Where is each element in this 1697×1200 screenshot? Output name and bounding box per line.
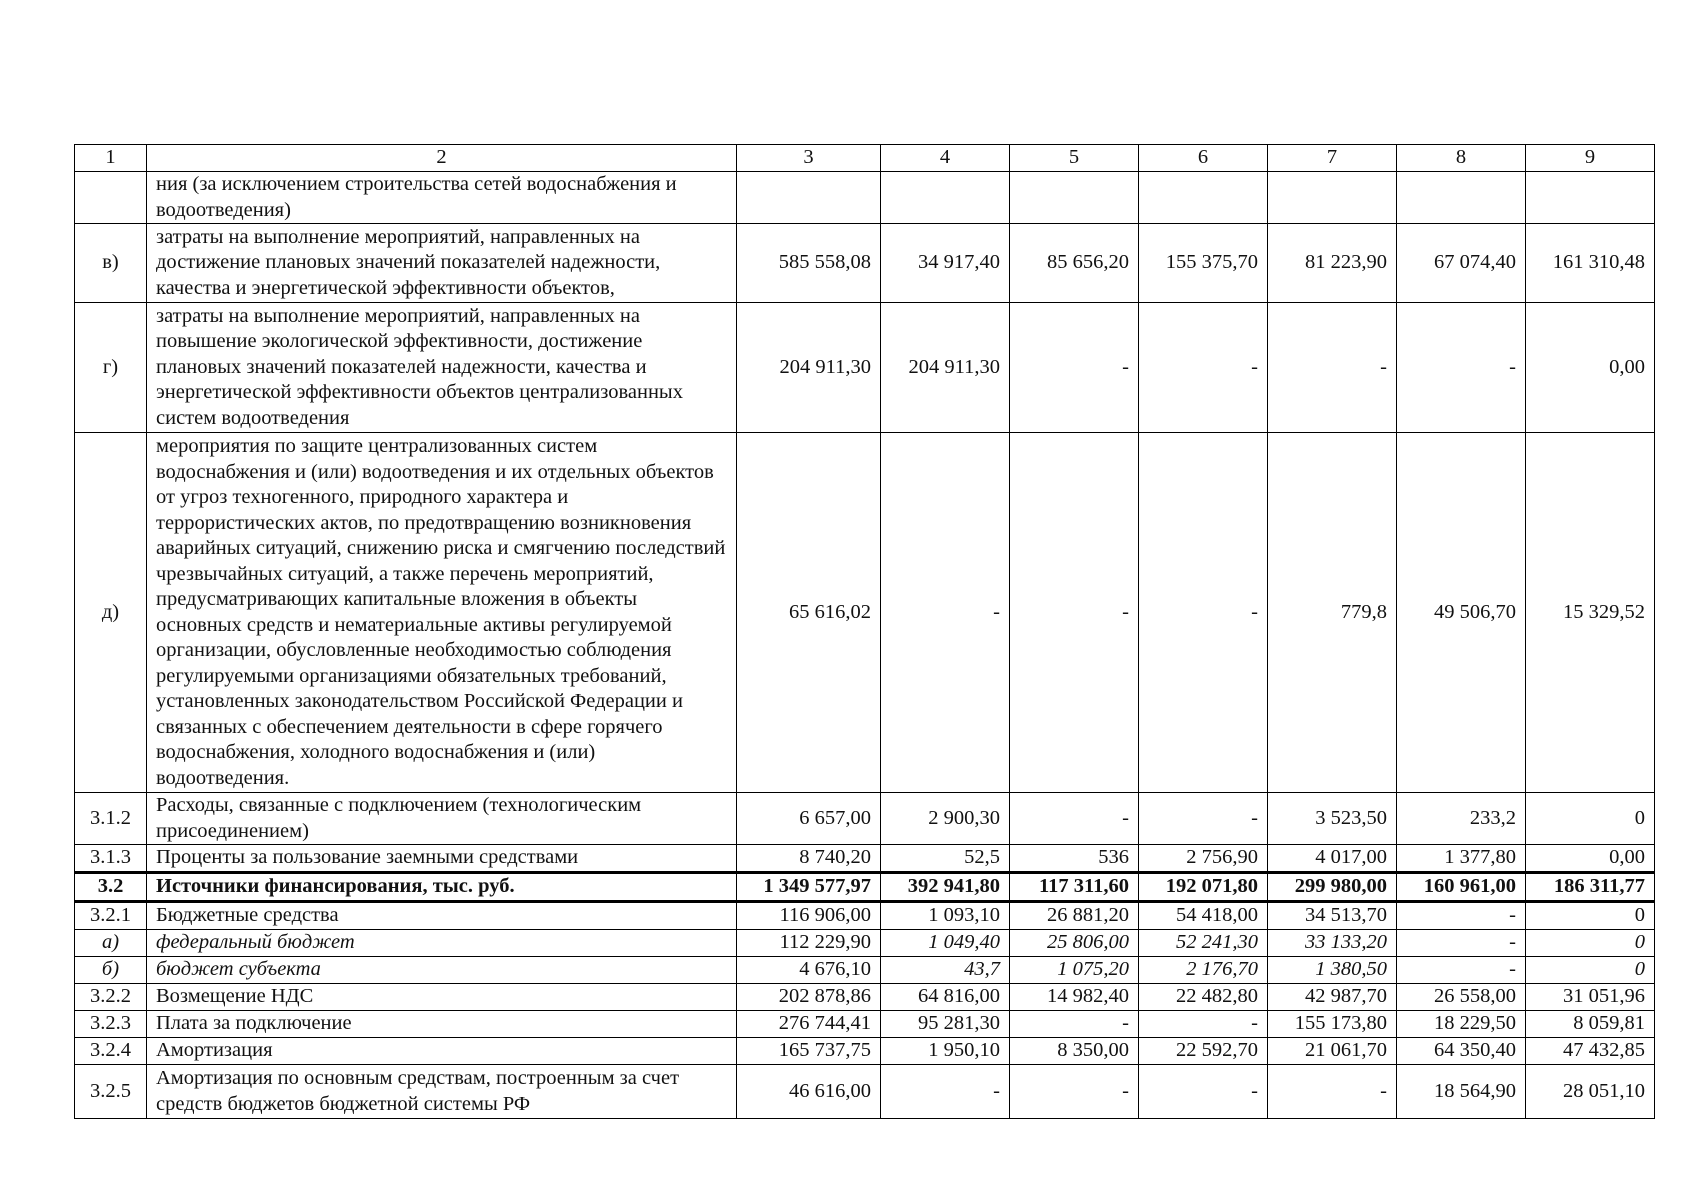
column-header: 7 <box>1268 145 1397 172</box>
value-cell: 4 017,00 <box>1268 845 1397 873</box>
value-cell: - <box>1397 930 1526 957</box>
value-cell: 95 281,30 <box>881 1011 1010 1038</box>
value-cell: - <box>1268 1065 1397 1119</box>
value-cell: - <box>1139 793 1268 845</box>
row-description: Источники финансирования, тыс. руб. <box>147 873 737 902</box>
value-cell: 1 380,50 <box>1268 957 1397 984</box>
value-cell: 276 744,41 <box>737 1011 881 1038</box>
row-number: а) <box>75 930 147 957</box>
value-cell: 1 377,80 <box>1397 845 1526 873</box>
value-cell: - <box>1397 957 1526 984</box>
value-cell: - <box>1139 433 1268 793</box>
value-cell: 1 049,40 <box>881 930 1010 957</box>
value-cell: 202 878,86 <box>737 984 881 1011</box>
value-cell: 46 616,00 <box>737 1065 881 1119</box>
row-number: 3.1.3 <box>75 845 147 873</box>
table-row <box>75 1011 1655 1038</box>
value-cell: 26 881,20 <box>1010 902 1139 930</box>
value-cell: 64 816,00 <box>881 984 1010 1011</box>
value-cell: 2 756,90 <box>1139 845 1268 873</box>
financing-table <box>74 144 1655 1119</box>
value-cell: 21 061,70 <box>1268 1038 1397 1065</box>
row-description: Расходы, связанные с подключением (технологическим присоединением) <box>147 793 737 845</box>
value-cell: 116 906,00 <box>737 902 881 930</box>
table-row <box>75 303 1655 433</box>
value-cell: 15 329,52 <box>1526 433 1655 793</box>
value-cell: 2 176,70 <box>1139 957 1268 984</box>
value-cell: 299 980,00 <box>1268 873 1397 902</box>
row-description: мероприятия по защите централизованных систем водоснабжения и (или) водоотведения и их отдельных объектов от угроз техногенного, природного характера и террористических актов, по предотвращению возникновения аварийных ситуаций, снижению риска и смягчению последствий чрезвычайных ситуаций, а также перечень мероприятий, предусматривающих капитальные вложения в объекты основных средств и нематериальные активы регулируемой организации, обусловленные необходимостью соблюдения регулируемыми организациями обязательных требований, установленных законодательством Российской Федерации и связанных с обеспечением деятельности в сфере горячего водоснабжения, холодного водоснабжения и (или) водоотведения. <box>147 433 737 793</box>
value-cell <box>1139 172 1268 224</box>
value-cell: 1 075,20 <box>1010 957 1139 984</box>
row-number: д) <box>75 433 147 793</box>
value-cell: 65 616,02 <box>737 433 881 793</box>
table-row <box>75 1065 1655 1119</box>
value-cell <box>1397 172 1526 224</box>
value-cell: 67 074,40 <box>1397 224 1526 303</box>
row-description: Плата за подключение <box>147 1011 737 1038</box>
value-cell: 0 <box>1526 957 1655 984</box>
value-cell: 117 311,60 <box>1010 873 1139 902</box>
value-cell: - <box>881 433 1010 793</box>
column-header: 9 <box>1526 145 1655 172</box>
value-cell: 31 051,96 <box>1526 984 1655 1011</box>
value-cell: 22 592,70 <box>1139 1038 1268 1065</box>
row-number: г) <box>75 303 147 433</box>
value-cell: 536 <box>1010 845 1139 873</box>
table-row <box>75 845 1655 873</box>
document-page <box>74 144 1654 1119</box>
value-cell: 204 911,30 <box>737 303 881 433</box>
value-cell: 18 564,90 <box>1397 1065 1526 1119</box>
value-cell: - <box>1139 1011 1268 1038</box>
row-description: Возмещение НДС <box>147 984 737 1011</box>
value-cell: 81 223,90 <box>1268 224 1397 303</box>
value-cell: - <box>1139 1065 1268 1119</box>
value-cell: 26 558,00 <box>1397 984 1526 1011</box>
value-cell: - <box>1397 303 1526 433</box>
column-header: 2 <box>147 145 737 172</box>
table-row <box>75 793 1655 845</box>
value-cell: - <box>1010 433 1139 793</box>
value-cell: 14 982,40 <box>1010 984 1139 1011</box>
value-cell: 192 071,80 <box>1139 873 1268 902</box>
value-cell: 54 418,00 <box>1139 902 1268 930</box>
row-description: Амортизация <box>147 1038 737 1065</box>
column-header: 6 <box>1139 145 1268 172</box>
row-description: затраты на выполнение мероприятий, направленных на повышение экологической эффективности, достижение плановых значений показателей надежности, качества и энергетической эффективности объектов централизованных систем водоотведения <box>147 303 737 433</box>
row-number: б) <box>75 957 147 984</box>
value-cell: - <box>1010 1011 1139 1038</box>
value-cell <box>737 172 881 224</box>
value-cell: 34 917,40 <box>881 224 1010 303</box>
value-cell: 34 513,70 <box>1268 902 1397 930</box>
value-cell: 3 523,50 <box>1268 793 1397 845</box>
value-cell: 49 506,70 <box>1397 433 1526 793</box>
value-cell: 0 <box>1526 793 1655 845</box>
table-row <box>75 902 1655 930</box>
table-row <box>75 224 1655 303</box>
table-row <box>75 930 1655 957</box>
row-description: Бюджетные средства <box>147 902 737 930</box>
value-cell: 52,5 <box>881 845 1010 873</box>
table-row-total <box>75 873 1655 902</box>
value-cell: 47 432,85 <box>1526 1038 1655 1065</box>
value-cell: 4 676,10 <box>737 957 881 984</box>
row-number: в) <box>75 224 147 303</box>
row-description: бюджет субъекта <box>147 957 737 984</box>
value-cell <box>1268 172 1397 224</box>
value-cell: 43,7 <box>881 957 1010 984</box>
value-cell <box>1010 172 1139 224</box>
value-cell: 165 737,75 <box>737 1038 881 1065</box>
value-cell <box>1526 172 1655 224</box>
value-cell: - <box>1010 303 1139 433</box>
value-cell: 0 <box>1526 930 1655 957</box>
row-number: 3.1.2 <box>75 793 147 845</box>
value-cell <box>881 172 1010 224</box>
column-number-row <box>75 145 1655 172</box>
value-cell: 1 950,10 <box>881 1038 1010 1065</box>
table-row <box>75 172 1655 224</box>
column-header: 4 <box>881 145 1010 172</box>
value-cell: - <box>1397 902 1526 930</box>
row-number <box>75 172 147 224</box>
value-cell: 22 482,80 <box>1139 984 1268 1011</box>
value-cell: 392 941,80 <box>881 873 1010 902</box>
value-cell: - <box>1010 1065 1139 1119</box>
row-description: ния (за исключением строительства сетей водоснабжения и водоотведения) <box>147 172 737 224</box>
row-number: 3.2.5 <box>75 1065 147 1119</box>
value-cell: 2 900,30 <box>881 793 1010 845</box>
value-cell: 52 241,30 <box>1139 930 1268 957</box>
table-row <box>75 984 1655 1011</box>
value-cell: - <box>1010 793 1139 845</box>
value-cell: 1 093,10 <box>881 902 1010 930</box>
row-number: 3.2.4 <box>75 1038 147 1065</box>
column-header: 1 <box>75 145 147 172</box>
value-cell: 779,8 <box>1268 433 1397 793</box>
column-header: 5 <box>1010 145 1139 172</box>
value-cell: 160 961,00 <box>1397 873 1526 902</box>
value-cell: 204 911,30 <box>881 303 1010 433</box>
value-cell: 6 657,00 <box>737 793 881 845</box>
row-description: затраты на выполнение мероприятий, направленных на достижение плановых значений показателей надежности, качества и энергетической эффективности объектов, <box>147 224 737 303</box>
row-number: 3.2.1 <box>75 902 147 930</box>
column-header: 3 <box>737 145 881 172</box>
column-header: 8 <box>1397 145 1526 172</box>
value-cell: 155 173,80 <box>1268 1011 1397 1038</box>
value-cell: - <box>881 1065 1010 1119</box>
value-cell: 8 059,81 <box>1526 1011 1655 1038</box>
value-cell: - <box>1139 303 1268 433</box>
value-cell: 33 133,20 <box>1268 930 1397 957</box>
value-cell: 25 806,00 <box>1010 930 1139 957</box>
value-cell: 112 229,90 <box>737 930 881 957</box>
value-cell: 0,00 <box>1526 303 1655 433</box>
value-cell: 64 350,40 <box>1397 1038 1526 1065</box>
value-cell: 161 310,48 <box>1526 224 1655 303</box>
value-cell: 42 987,70 <box>1268 984 1397 1011</box>
value-cell: 186 311,77 <box>1526 873 1655 902</box>
value-cell: 28 051,10 <box>1526 1065 1655 1119</box>
row-description: Проценты за пользование заемными средствами <box>147 845 737 873</box>
value-cell: 8 350,00 <box>1010 1038 1139 1065</box>
value-cell: 8 740,20 <box>737 845 881 873</box>
row-description: Амортизация по основным средствам, построенным за счет средств бюджетов бюджетной системы РФ <box>147 1065 737 1119</box>
value-cell: 233,2 <box>1397 793 1526 845</box>
row-number: 3.2 <box>75 873 147 902</box>
value-cell: 0 <box>1526 902 1655 930</box>
row-number: 3.2.2 <box>75 984 147 1011</box>
value-cell: 85 656,20 <box>1010 224 1139 303</box>
value-cell: 155 375,70 <box>1139 224 1268 303</box>
row-number: 3.2.3 <box>75 1011 147 1038</box>
table-row <box>75 433 1655 793</box>
value-cell: 1 349 577,97 <box>737 873 881 902</box>
value-cell: 18 229,50 <box>1397 1011 1526 1038</box>
table-row <box>75 1038 1655 1065</box>
table-row <box>75 957 1655 984</box>
row-description: федеральный бюджет <box>147 930 737 957</box>
value-cell: 585 558,08 <box>737 224 881 303</box>
value-cell: 0,00 <box>1526 845 1655 873</box>
value-cell: - <box>1268 303 1397 433</box>
